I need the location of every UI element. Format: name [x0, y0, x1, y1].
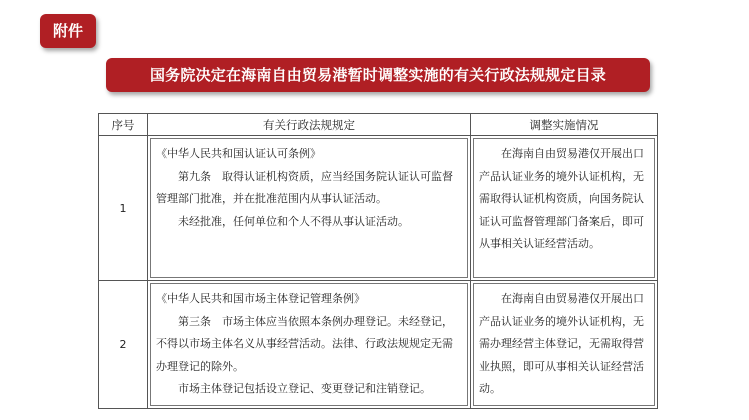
- adjustment-cell: [471, 281, 658, 409]
- adjustment-box: [473, 283, 655, 406]
- row-number-cell: [99, 136, 148, 281]
- provision-cell: [148, 136, 471, 281]
- table-row: [99, 281, 658, 409]
- row-number-cell: [99, 281, 148, 409]
- column-header-adjustment: 调整实施情况: [471, 114, 658, 136]
- table-header-row: [99, 114, 658, 136]
- row-number: 2: [119, 337, 127, 351]
- provision-cell: [148, 281, 471, 409]
- regulation-table: [98, 113, 658, 409]
- table-row: [99, 136, 658, 281]
- row-number: 1: [119, 201, 127, 215]
- provision-article: 未经批准，任何单位和个人不得从事认证活动。: [178, 214, 409, 228]
- adjustment-text: 在海南自由贸易港仅开展出口产品认证业务的境外认证机构，无需办理经营主体登记，无需取得营业执照，即可从事相关认证经营活动。: [479, 292, 644, 395]
- column-header-number: 序号: [99, 114, 148, 136]
- regulation-name: 《中华人民共和国认证认可条例》: [156, 147, 321, 160]
- adjustment-text: 在海南自由贸易港仅开展出口产品认证业务的境外认证机构，无需取得认证机构资质，向国务院认证认可监督管理部门备案后，即可从事相关认证经营活动。: [479, 147, 644, 250]
- provision-article: 市场主体登记包括设立登记、变更登记和注销登记。: [178, 382, 431, 395]
- adjustment-box: [473, 138, 655, 278]
- adjustment-cell: [471, 136, 658, 281]
- provision-box: [150, 283, 468, 406]
- attachment-tag: 附件: [40, 14, 96, 48]
- provision-box: [150, 138, 468, 278]
- provision-article: 第三条 市场主体应当依照本条例办理登记。未经登记，不得以市场主体名义从事经营活动。法律、行政法规规定无需办理登记的除外。: [156, 314, 453, 373]
- column-header-provision: 有关行政法规规定: [148, 114, 471, 136]
- page-title: 国务院决定在海南自由贸易港暂时调整实施的有关行政法规规定目录: [106, 58, 650, 92]
- provision-article: 第九条 取得认证机构资质，应当经国务院认证认可监督管理部门批准，并在批准范围内从事认证活动。: [156, 169, 453, 205]
- regulation-name: 《中华人民共和国市场主体登记管理条例》: [156, 292, 365, 305]
